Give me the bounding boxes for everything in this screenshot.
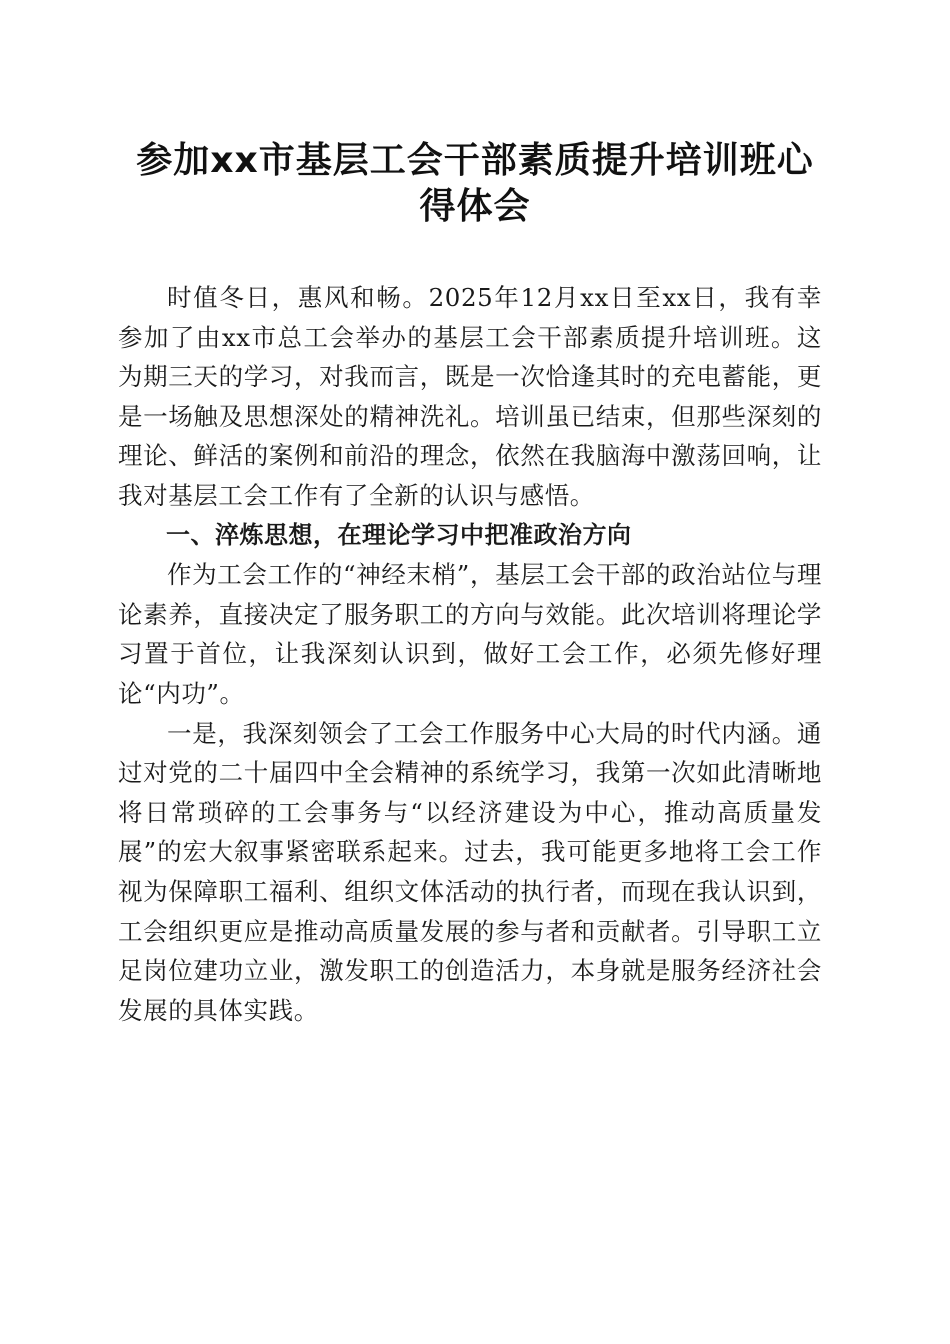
document-title: 参加xx市基层工会干部素质提升培训班心得体会 [136, 140, 814, 227]
section-heading-1: 一、淬炼思想，在理论学习中把准政治方向 [166, 520, 632, 549]
body-paragraph-1: 作为工会工作的“神经末梢”，基层工会干部的政治站位与理论素养，直接决定了服务职工的方向与效能。此次培训将理论学习置于首位，让我深刻认识到，做好工会工作，必须先修好理论“内功”。 [118, 560, 822, 708]
intro-paragraph: 时值冬日，惠风和畅。2025年12月xx日至xx日，我有幸参加了由xx市总工会举办的基层工会干部素质提升培训班。这为期三天的学习，对我而言，既是一次恰逢其时的充电蓄能，更是一场触及思想深处的精神洗礼。培训虽已结束，但那些深刻的理论、鲜活的案例和前沿的理念，依然在我脑海中激荡回响，让我对基层工会工作有了全新的认识与感悟。 [118, 283, 822, 510]
body-paragraph-2: 一是，我深刻领会了工会工作服务中心大局的时代内涵。通过对党的二十届四中全会精神的系统学习，我第一次如此清晰地将日常琐碎的工会事务与“以经济建设为中心，推动高质量发展”的宏大叙事紧密联系起来。过去，我可能更多地将工会工作视为保障职工福利、组织文体活动的执行者，而现在我认识到，工会组织更应是推动高质量发展的参与者和贡献者。引导职工立足岗位建功立业，激发职工的创造活力，本身就是服务经济社会发展的具体实践。 [118, 718, 822, 1025]
document-body [118, 278, 822, 1030]
